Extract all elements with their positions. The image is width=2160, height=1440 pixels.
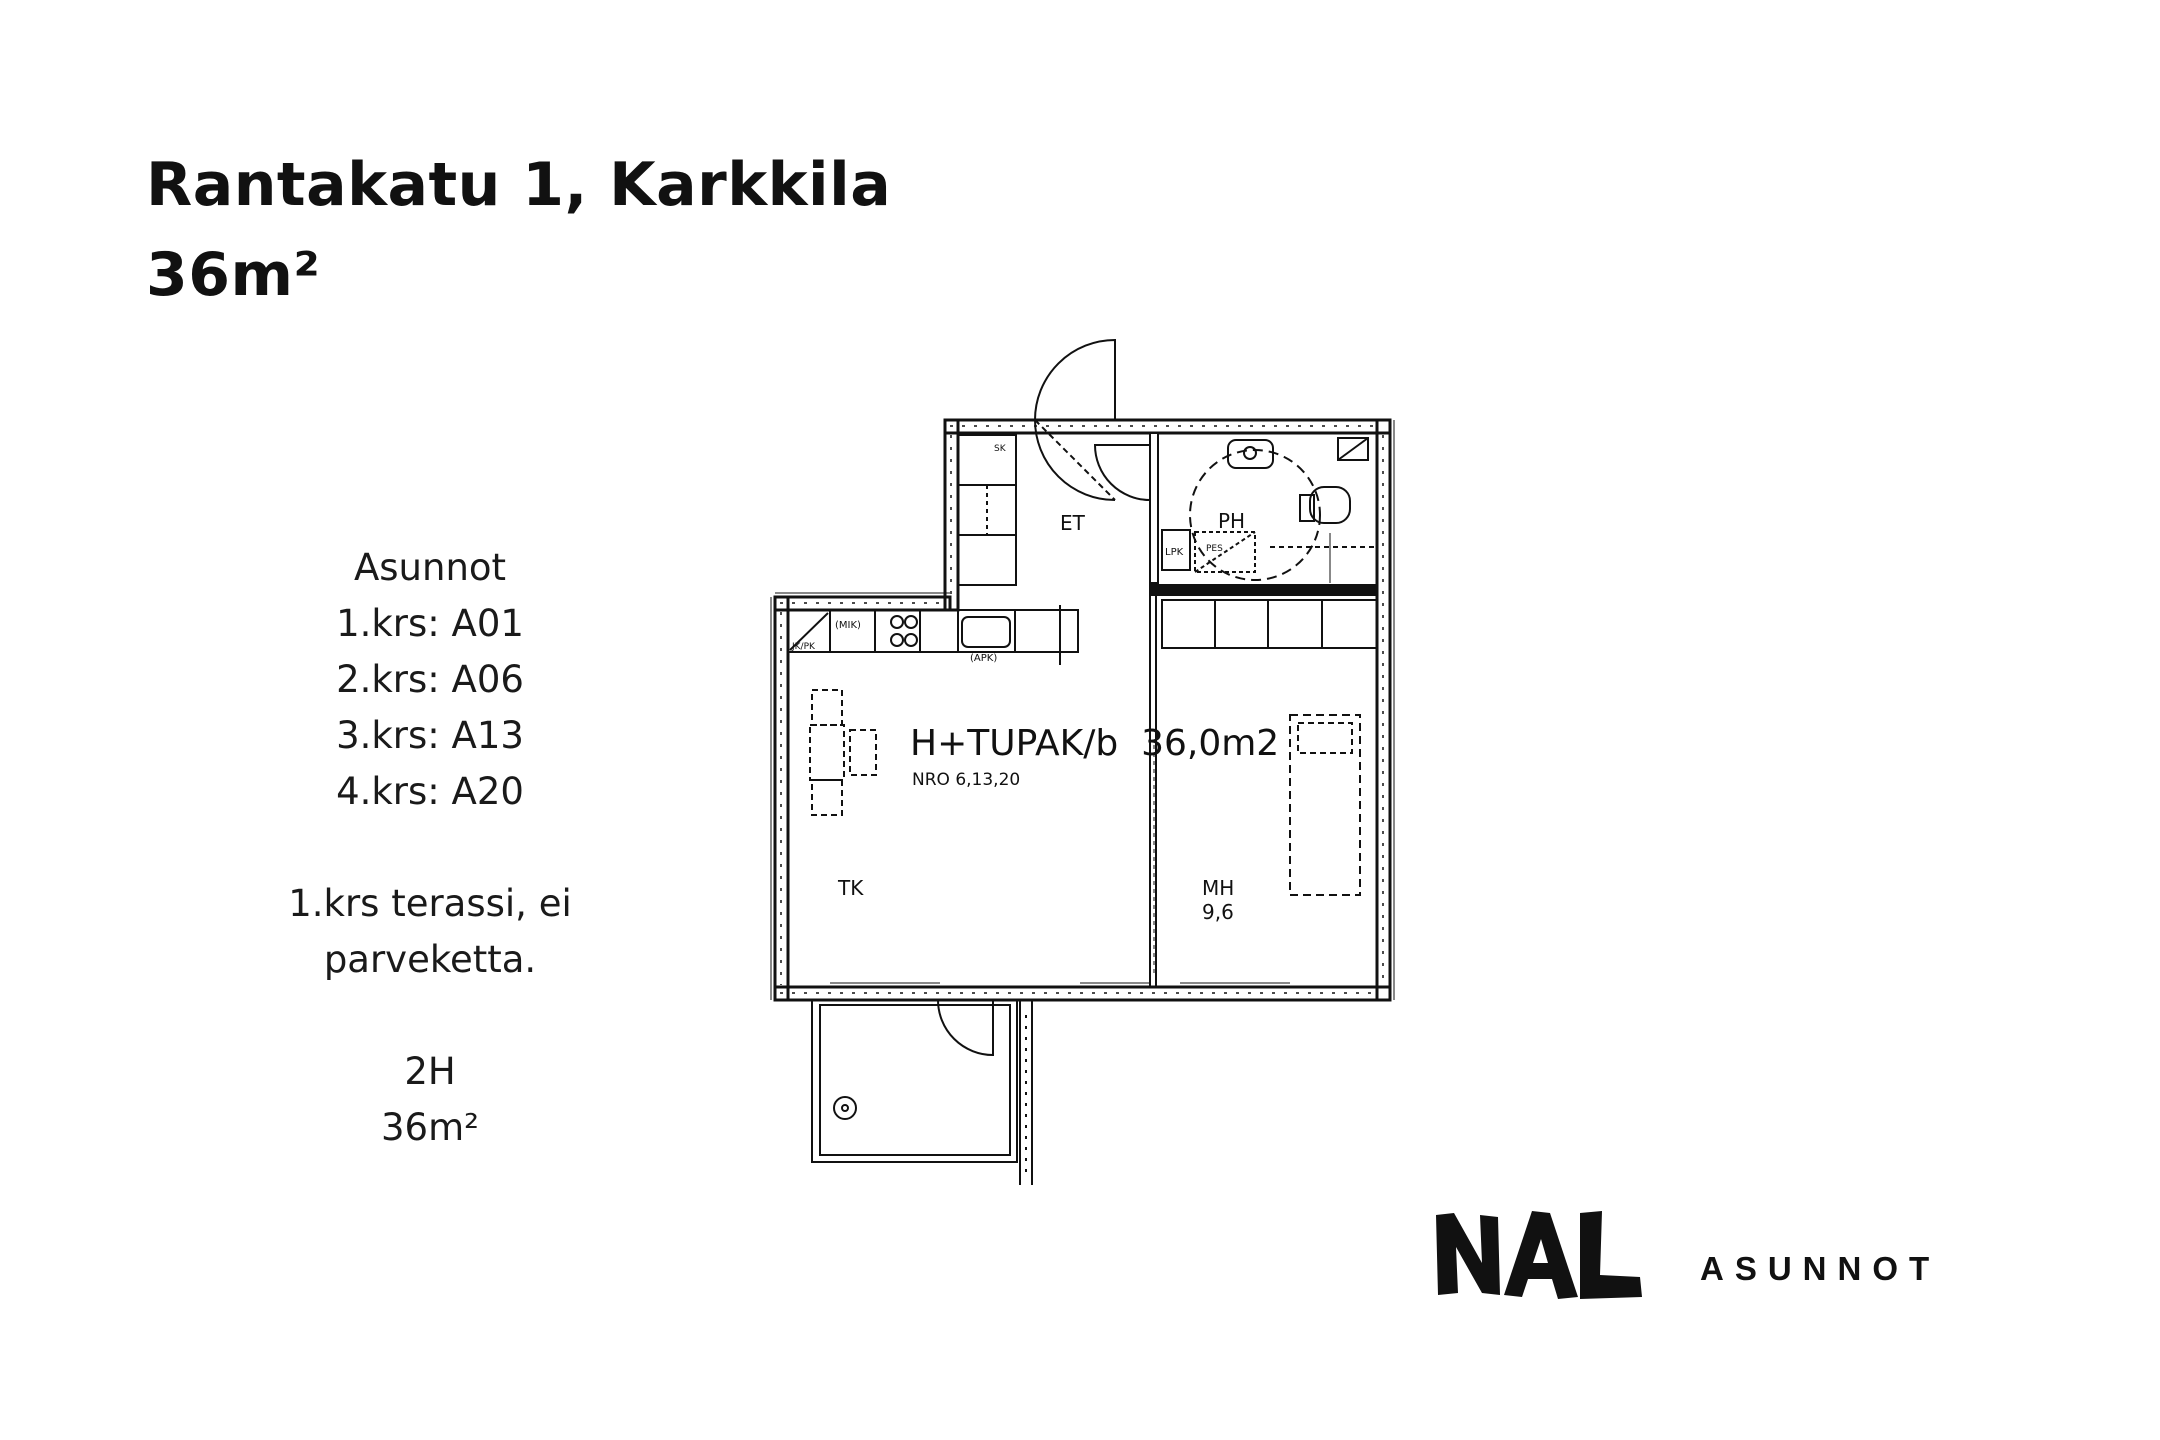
floor-line: 4.krs: A20 <box>336 770 524 813</box>
floor-line: 1.krs: A01 <box>336 602 524 645</box>
terrace-note: 1.krs terassi, ei <box>288 882 572 925</box>
dining-set <box>810 690 876 815</box>
room-count: 2H <box>404 1050 456 1093</box>
terrace-note: parveketta. <box>323 938 537 981</box>
apartment-type-label: H+TUPAK/b 36,0m2 <box>910 723 1280 764</box>
bedroom-area-label: 9,6 <box>1202 900 1234 924</box>
address-heading: Rantakatu 1, Karkkila <box>146 150 892 220</box>
room-label-kitchen-living: TK <box>838 876 864 900</box>
size-heading: 36m² <box>146 240 321 310</box>
wardrobe <box>1162 600 1377 648</box>
fixture-label-sk: SK <box>994 444 1006 454</box>
area-value: 36m² <box>381 1106 479 1149</box>
apartment-number-label: NRO 6,13,20 <box>912 770 1021 790</box>
page-title <box>146 140 891 320</box>
floor-plan <box>770 335 1400 1190</box>
bathroom-fixtures <box>1162 438 1375 583</box>
apartment-info <box>230 540 630 1156</box>
info-heading: Asunnot <box>353 546 507 589</box>
kitchen-counter <box>788 605 1078 665</box>
brand <box>1430 1205 2030 1305</box>
room-label-entry: ET <box>1060 511 1085 535</box>
brand-wordmark: ASUNNOT <box>1700 1250 1941 1287</box>
terrace <box>812 1000 1032 1185</box>
fixture-label-jkpk: JK/PK <box>792 642 815 652</box>
storage-closet <box>958 435 1016 585</box>
fixture-label-pes: PES <box>1206 544 1223 554</box>
floor-line: 3.krs: A13 <box>336 714 524 757</box>
floor-line: 2.krs: A06 <box>336 658 524 701</box>
fixture-label-apk: (APK) <box>970 653 998 664</box>
fixture-label-lpk: LPK <box>1165 547 1184 558</box>
room-label-bedroom: MH <box>1202 876 1235 900</box>
interior-walls <box>1150 433 1377 987</box>
room-label-bathroom: PH <box>1218 509 1246 533</box>
fixture-label-mik: (MIK) <box>835 620 861 631</box>
bed <box>1290 715 1360 895</box>
